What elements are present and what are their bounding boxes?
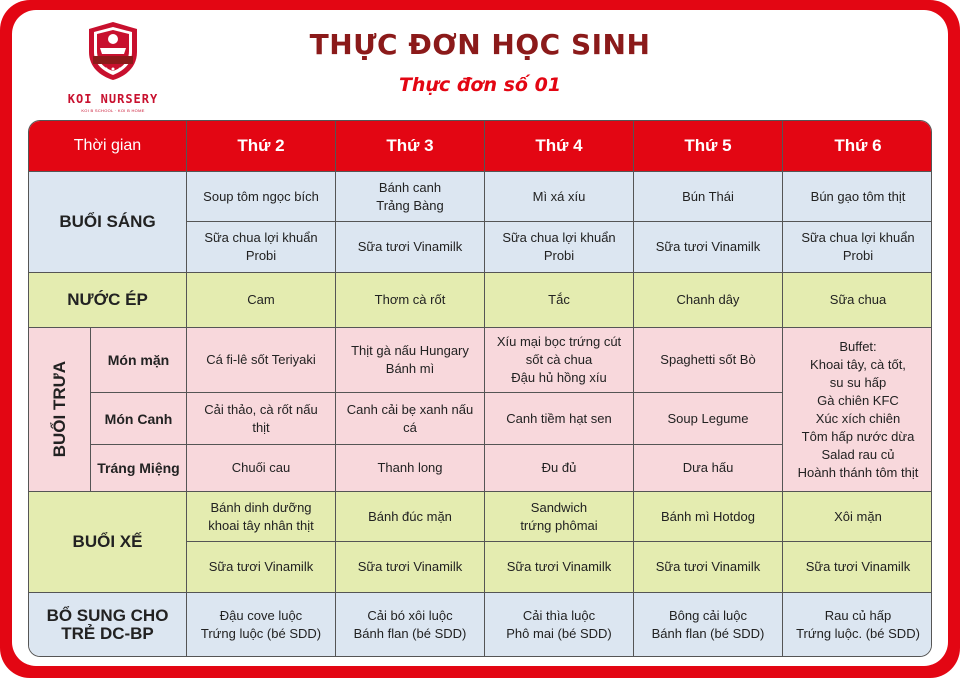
breakfast-label: BUỔI SÁNG <box>29 172 187 273</box>
lunch-dessert-wed: Đu đủ <box>485 445 634 492</box>
menu-table <box>28 120 932 657</box>
lunch-dessert-thu: Dưa hấu <box>634 445 783 492</box>
lunch-soup-label: Món Canh <box>91 393 187 445</box>
lunch-dessert-label: Tráng Miệng <box>91 445 187 492</box>
lunch-main-wed: Xíu mại bọc trứng cút sốt cà chua Đậu hủ hồng xíu <box>485 328 634 393</box>
breakfast-wed-1: Mì xá xíu <box>485 172 634 222</box>
breakfast-mon-2: Sữa chua lợi khuẩn Probi <box>187 222 336 273</box>
afternoon-mon-2: Sữa tươi Vinamilk <box>187 542 336 593</box>
afternoon-tue-2: Sữa tươi Vinamilk <box>336 542 485 593</box>
header-friday: Thứ 6 <box>783 121 932 172</box>
juice-label: NƯỚC ÉP <box>29 273 187 328</box>
extra-thu: Bông cải luộc Bánh flan (bé SDD) <box>634 593 783 656</box>
juice-mon: Cam <box>187 273 336 328</box>
breakfast-thu-2: Sữa tươi Vinamilk <box>634 222 783 273</box>
lunch-main-thu: Spaghetti sốt Bò <box>634 328 783 393</box>
afternoon-mon-1: Bánh dinh dưỡng khoai tây nhân thịt <box>187 492 336 542</box>
lunch-main-tue: Thịt gà nấu Hungary Bánh mì <box>336 328 485 393</box>
header-monday: Thứ 2 <box>187 121 336 172</box>
juice-tue: Thơm cà rốt <box>336 273 485 328</box>
afternoon-wed-1: Sandwich trứng phômai <box>485 492 634 542</box>
lunch-label-cell <box>29 328 91 492</box>
afternoon-fri-1: Xôi mặn <box>783 492 932 542</box>
extra-label: BỔ SUNG CHO TRẺ DC-BP <box>29 593 187 656</box>
breakfast-tue-2: Sữa tươi Vinamilk <box>336 222 485 273</box>
lunch-label: BUỔI TRƯA <box>49 361 69 458</box>
breakfast-wed-2: Sữa chua lợi khuẩn Probi <box>485 222 634 273</box>
page-title: THỰC ĐƠN HỌC SINH <box>309 28 651 61</box>
lunch-soup-wed: Canh tiềm hạt sen <box>485 393 634 445</box>
header-wednesday: Thứ 4 <box>485 121 634 172</box>
header-time: Thời gian <box>29 121 187 172</box>
juice-thu: Chanh dây <box>634 273 783 328</box>
header-tuesday: Thứ 3 <box>336 121 485 172</box>
lunch-fri-buffet: Buffet: Khoai tây, cà tốt, su su hấp Gà chiên KFC Xúc xích chiên Tôm hấp nước dừa Salad rau củ Hoành thánh tôm thịt <box>783 328 932 492</box>
lunch-soup-thu: Soup Legume <box>634 393 783 445</box>
afternoon-thu-1: Bánh mì Hotdog <box>634 492 783 542</box>
lunch-main-label: Món mặn <box>91 328 187 393</box>
afternoon-tue-1: Bánh đúc mặn <box>336 492 485 542</box>
extra-fri: Rau củ hấp Trứng luộc. (bé SDD) <box>783 593 932 656</box>
afternoon-fri-2: Sữa tươi Vinamilk <box>783 542 932 593</box>
lunch-dessert-mon: Chuối cau <box>187 445 336 492</box>
juice-fri: Sữa chua <box>783 273 932 328</box>
lunch-soup-tue: Canh cải bẹ xanh nấu cá <box>336 393 485 445</box>
extra-mon: Đậu cove luộc Trứng luộc (bé SDD) <box>187 593 336 656</box>
lunch-dessert-tue: Thanh long <box>336 445 485 492</box>
breakfast-mon-1: Soup tôm ngọc bích <box>187 172 336 222</box>
breakfast-fri-1: Bún gạo tôm thịt <box>783 172 932 222</box>
extra-wed: Cải thìa luộc Phô mai (bé SDD) <box>485 593 634 656</box>
extra-tue: Cải bó xôi luộc Bánh flan (bé SDD) <box>336 593 485 656</box>
header-thursday: Thứ 5 <box>634 121 783 172</box>
logo-subtitle: KOI B SCHOOL · KOI B HOME <box>81 108 145 113</box>
page-subtitle: Thực đơn số 01 <box>398 74 562 96</box>
afternoon-thu-2: Sữa tươi Vinamilk <box>634 542 783 593</box>
lunch-soup-mon: Cải thảo, cà rốt nấu thịt <box>187 393 336 445</box>
afternoon-label: BUỔI XẾ <box>29 492 187 593</box>
juice-wed: Tắc <box>485 273 634 328</box>
breakfast-fri-2: Sữa chua lợi khuẩn Probi <box>783 222 932 273</box>
logo-name: KOI NURSERY <box>67 92 159 106</box>
breakfast-tue-1: Bánh canh Trảng Bàng <box>336 172 485 222</box>
afternoon-wed-2: Sữa tươi Vinamilk <box>485 542 634 593</box>
lunch-main-mon: Cá fi-lê sốt Teriyaki <box>187 328 336 393</box>
breakfast-thu-1: Bún Thái <box>634 172 783 222</box>
